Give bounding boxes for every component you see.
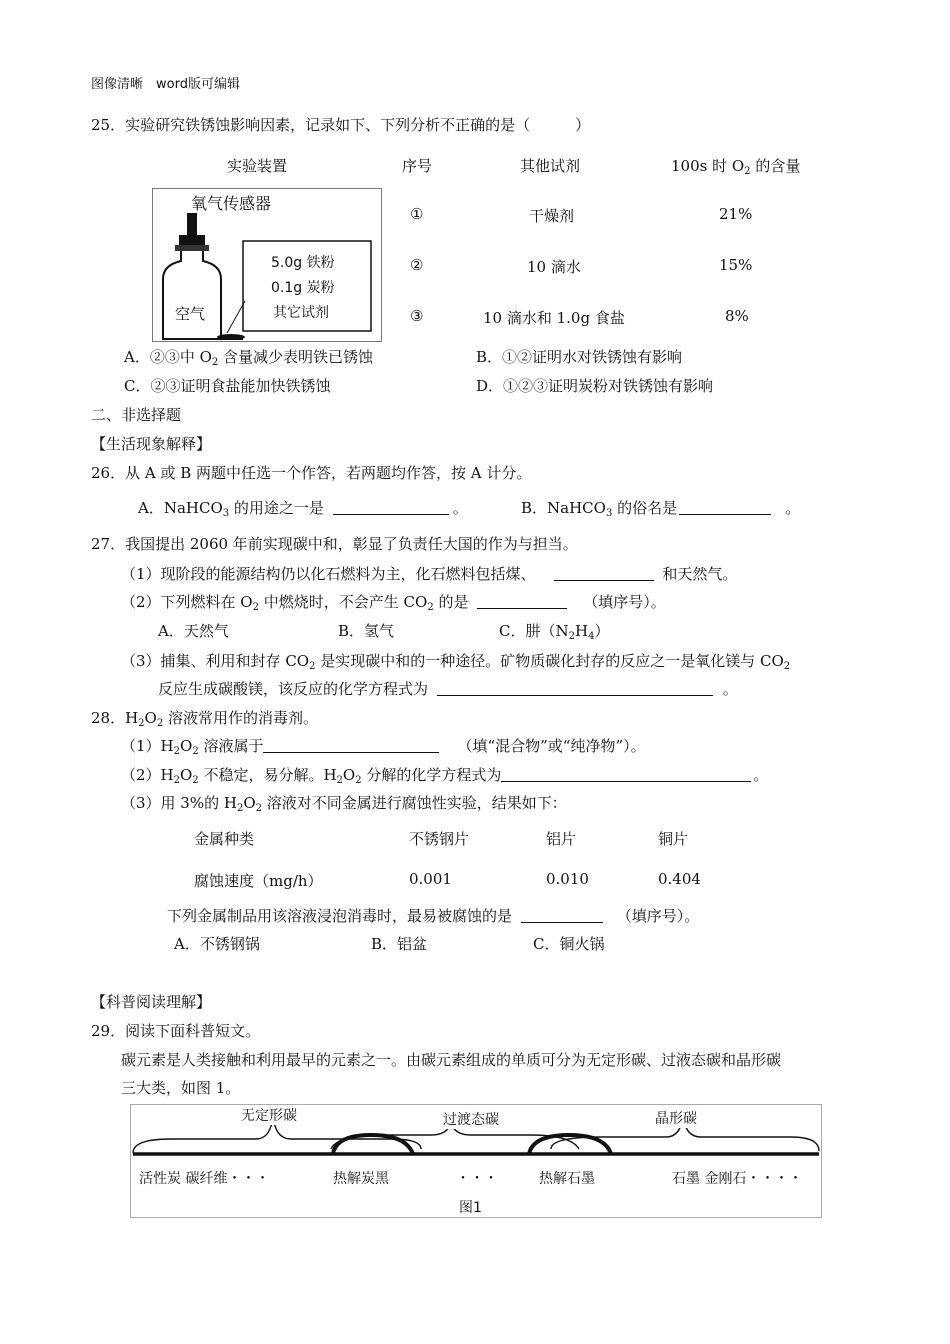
q27-p2-blank[interactable] [477,594,567,609]
q25-option-a[interactable]: A．②③中 $O_2$ 含量减少表明铁已锈蚀 [124,348,374,368]
label-transitional: 过渡态碳 [441,1109,501,1129]
q27-opt-c[interactable]: C．肼$(N_2H_4)$ [499,622,610,642]
row1-o2: 21% [719,205,753,223]
q28-opt-c[interactable]: C．铜火锅 [533,935,605,953]
q29-paragraph-line2: 三大类，如图 1。 [121,1079,241,1097]
row3-reagent: 10 滴水和 1.0g 食盐 [483,309,625,327]
metal-table-steel-value: 0.001 [409,870,452,888]
q27-part2: （2）下列燃料在 $O_2$ 中燃烧时，不会产生 $CO_2$ 的是 （填序号）。 [121,593,666,613]
row2-reagent: 10 滴水 [527,258,581,276]
row3-num: ③ [410,307,424,325]
label-ellipsis: ・・・ [456,1171,498,1187]
row2-o2: 15% [719,256,753,274]
q28-stem: 28．$H_2O_2$ 溶液常用作的消毒剂。 [91,709,319,729]
q28-part1: $(1)H_2O_2$ 溶液属于 （填“混合物”或“纯净物”）。 [121,737,646,757]
metal-table-header-type: 金属种类 [194,830,255,848]
q25-header-reagent: 其他试剂 [520,157,581,175]
metal-table-cu-value: 0.404 [658,870,701,888]
metal-table-header-steel: 不锈钢片 [409,830,470,848]
q28-part2: $(2)H_2O_2$ 不稳定，易分解。$H_2O_2$ 分解的化学方程式为 。 [121,766,769,786]
label-pyrolytic-black: 热解炭黑 [333,1171,389,1187]
label-amorphous: 无定形碳 [239,1105,299,1125]
q27-p1-blank[interactable] [554,566,654,581]
row1-num: ① [410,205,424,223]
apparatus-figure [152,188,382,342]
subsection-life: 【生活现象解释】 [91,435,212,453]
q28-part4: 下列金属制品用该溶液浸泡消毒时，最易被腐蚀的是 （填序号）。 [167,907,700,925]
air-label: 空气 [175,305,206,323]
figure-1 [130,1104,822,1218]
metal-table-header-al: 铝片 [546,830,577,848]
q25-header-num: 序号 [402,157,433,175]
q28-opt-a[interactable]: A．不锈钢锅 [174,935,260,953]
q25-header-o2: 100s 时 $O_2$ 的含量 [671,157,801,177]
q27-opt-b[interactable]: B．氢气 [338,622,395,640]
sensor-label: 氧气传感器 [191,194,272,213]
label-crystalline: 晶形碳 [653,1108,699,1128]
q25-header-apparatus: 实验装置 [227,157,288,175]
q28-part3: （3）用 3%的 $H_2O_2$ 溶液对不同金属进行腐蚀性实验，结果如下： [121,794,567,814]
metal-table-rowlabel: 腐蚀速度（mg/h） [194,872,323,890]
q26-a: A．NaHCO$_3$ 的用途之一是 。 [138,499,468,519]
label-activated-carbon: 活性炭 碳纤维・・・ [139,1171,270,1187]
q28-p1-blank[interactable] [263,738,439,753]
page-header: 图像清晰 word版可编辑 [91,77,240,92]
metal-table-header-cu: 铜片 [658,830,689,848]
q26-stem: 26．从 A 或 B 两题中任选一个作答，若两题均作答，按 A 计分。 [91,464,532,482]
q26-b-blank[interactable] [679,500,771,515]
row1-reagent: 干燥剂 [529,207,575,225]
section-heading: 二、非选择题 [91,406,182,424]
q25-option-c[interactable]: C．②③证明食盐能加快铁锈蚀 [124,377,331,395]
q27-part3b: 反应生成碳酸镁，该反应的化学方程式为 。 [158,680,738,698]
q28-opt-b[interactable]: B．铝盆 [371,935,428,953]
q27-stem: 27．我国提出 2060 年前实现碳中和，彰显了负责任大国的作为与担当。 [91,535,578,553]
q25-option-d[interactable]: D．①②③证明炭粉对铁锈蚀有影响 [476,377,714,395]
row2-num: ② [410,256,424,274]
q27-p3-blank[interactable] [437,681,713,696]
q27-opt-a[interactable]: A．天然气 [158,622,229,640]
subsection-reading: 【科普阅读理解】 [91,993,212,1011]
q26-a-blank[interactable] [333,500,449,515]
q25-option-b[interactable]: B．①②证明水对铁锈蚀有影响 [476,348,683,366]
box-line-carbon: 0.1g 炭粉 [271,280,335,296]
q26-b: B．NaHCO$_3$ 的俗名是 。 [521,499,801,519]
box-line-other: 其它试剂 [273,305,329,321]
label-graphite-diamond: 石墨 金刚石・・・・ [672,1171,803,1187]
q28-p2-blank[interactable] [501,767,751,782]
q27-part1: （1）现阶段的能源结构仍以化石燃料为主，化石燃料包括煤、 和天然气。 [121,565,738,583]
figure-caption: 图1 [459,1200,482,1216]
label-pyrolytic-graphite: 热解石墨 [539,1171,595,1187]
metal-table-al-value: 0.010 [546,870,589,888]
q25-stem: 25．实验研究铁锈蚀影响因素，记录如下、下列分析不正确的是（ ） [91,116,591,134]
q27-part3: （3）捕集、利用和封存 $CO_2$ 是实现碳中和的一种途径。矿物质碳化封存的反应之一是氧化镁与 $CO_2$ [121,652,791,672]
row3-o2: 8% [725,307,749,325]
box-line-iron: 5.0g 铁粉 [271,255,335,271]
q29-paragraph-line1: 碳元素是人类接触和利用最早的元素之一。由碳元素组成的单质可分为无定形碳、过液态碳和晶形碳 [121,1051,782,1069]
q29-stem: 29．阅读下面科普短文。 [91,1022,261,1040]
q28-p4-blank[interactable] [521,908,603,923]
